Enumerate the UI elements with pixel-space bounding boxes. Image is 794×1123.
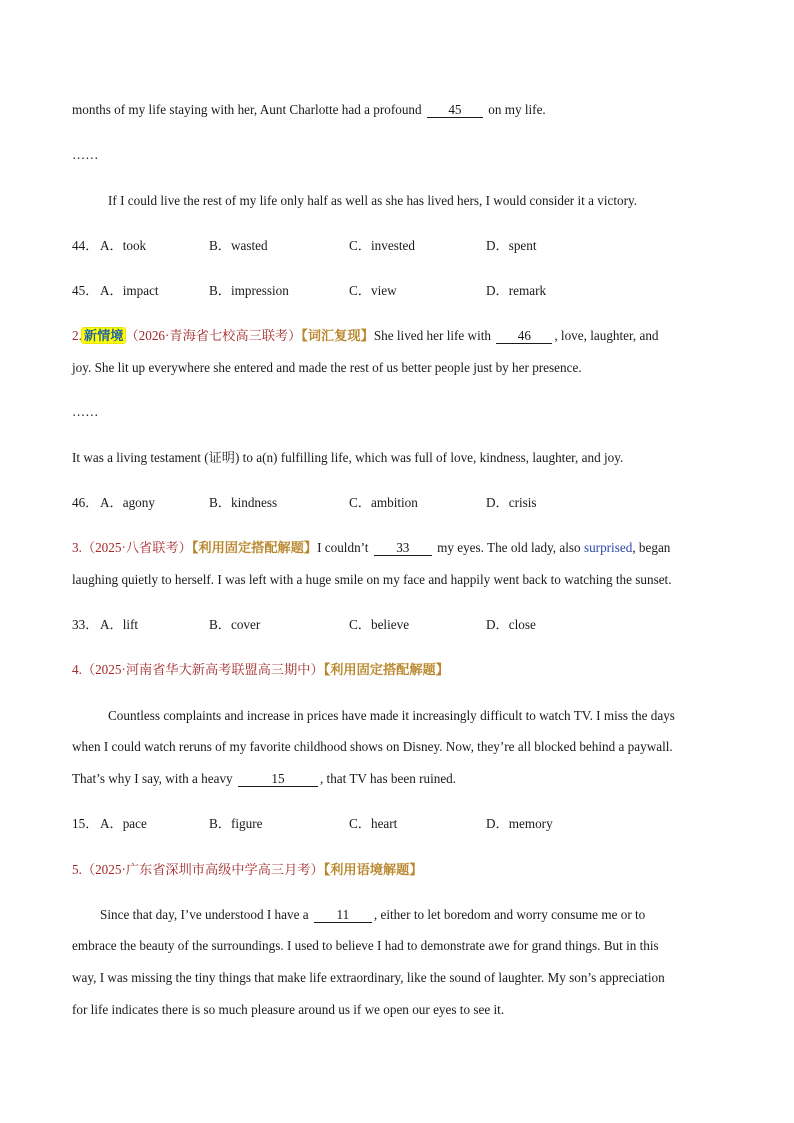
passage5-blank-line bbox=[100, 906, 645, 924]
question-33 bbox=[72, 616, 732, 634]
passage-text: , that TV has been ruined. bbox=[319, 771, 457, 786]
passage-text: She lived her life with bbox=[373, 328, 492, 343]
section3-header-line bbox=[72, 539, 670, 557]
question-44 bbox=[72, 237, 732, 255]
passage-text: I couldn’t bbox=[317, 540, 369, 555]
option-c: C．heart bbox=[349, 816, 398, 831]
question-number: 33． bbox=[72, 617, 99, 632]
section5-header-line bbox=[72, 861, 423, 879]
question-number: 15． bbox=[72, 816, 99, 831]
source-label: （2025·八省联考） bbox=[81, 540, 192, 555]
passage-text: , either to let boredom and worry consume me or to bbox=[373, 907, 646, 922]
passage-text: way, I was missing the tiny things that make life extraordinary, like the sound of laughter. My son’s appreciation bbox=[72, 970, 665, 985]
highlighted-word: surprised bbox=[583, 540, 633, 555]
passage-text: for life indicates there is so much pleasure around us if we open our eyes to see it. bbox=[72, 1002, 505, 1017]
method-label: 【利用固定搭配解题】 bbox=[323, 662, 449, 677]
option-a: A．impact bbox=[100, 283, 159, 298]
passage-text: on my life. bbox=[488, 102, 546, 117]
option-c: C．believe bbox=[349, 617, 410, 632]
option-d: D．remark bbox=[486, 283, 547, 298]
section-number: 3. bbox=[72, 540, 82, 555]
option-b: B．cover bbox=[209, 617, 261, 632]
new-context-tag: 新情境 bbox=[83, 328, 124, 343]
source-label: （2026·青海省七校高三联考） bbox=[125, 328, 302, 343]
option-b: B．kindness bbox=[209, 495, 278, 510]
option-d: D．close bbox=[486, 617, 536, 632]
answer-blank: 33 bbox=[374, 540, 432, 556]
section-number: 2. bbox=[72, 328, 82, 343]
question-45 bbox=[72, 282, 732, 300]
answer-blank: 11 bbox=[314, 907, 372, 923]
question-number: 46． bbox=[72, 495, 99, 510]
answer-blank: 46 bbox=[496, 328, 552, 344]
source-label: （2025·广东省深圳市高级中学高三月考） bbox=[81, 862, 324, 877]
option-c: C．invested bbox=[349, 238, 415, 253]
question-number: 45． bbox=[72, 283, 99, 298]
option-a: A．pace bbox=[100, 816, 147, 831]
option-c: C．view bbox=[349, 283, 397, 298]
section-number: 4. bbox=[72, 662, 82, 677]
option-b: B．figure bbox=[209, 816, 263, 831]
passage-text: joy. She lit up everywhere she entered and made the rest of us better people just by her presence. bbox=[72, 360, 582, 375]
option-a: A．agony bbox=[100, 495, 155, 510]
question-number: 44． bbox=[72, 238, 99, 253]
section-number: 5. bbox=[72, 862, 82, 877]
passage-text: , love, laughter, and bbox=[554, 328, 659, 343]
option-d: D．spent bbox=[486, 238, 537, 253]
question-15 bbox=[72, 815, 732, 833]
passage1-line bbox=[72, 101, 546, 119]
option-b: B．wasted bbox=[209, 238, 268, 253]
passage-text: It was a living testament (证明) to a(n) fulfilling life, which was full of love, kindness, laughter, and joy. bbox=[72, 450, 624, 465]
option-a: A．took bbox=[100, 238, 147, 253]
answer-blank: 45 bbox=[427, 102, 483, 118]
method-label: 【利用固定搭配解题】 bbox=[191, 540, 318, 555]
option-d: D．memory bbox=[486, 816, 553, 831]
passage-text: my eyes. The old lady, also bbox=[437, 540, 581, 555]
passage-text: embrace the beauty of the surroundings. I used to believe I had to demonstrate awe for grand things. But in this bbox=[72, 938, 659, 953]
passage1-conclusion: If I could live the rest of my life only half as well as she has lived hers, I would consider it a victory. bbox=[108, 193, 638, 208]
option-c: C．ambition bbox=[349, 495, 418, 510]
passage-text: laughing quietly to herself. I was left with a huge smile on my face and happily went back to watching the sunset. bbox=[72, 572, 672, 587]
source-label: （2025·河南省华大新高考联盟高三期中） bbox=[81, 662, 324, 677]
passage-text: , began bbox=[632, 540, 671, 555]
option-a: A．lift bbox=[100, 617, 139, 632]
option-d: D．crisis bbox=[486, 495, 537, 510]
passage4-blank-line bbox=[72, 770, 456, 788]
passage-text: Since that day, I’ve understood I have a bbox=[100, 907, 309, 922]
passage-text: Countless complaints and increase in prices have made it increasingly difficult to watch TV. I miss the days bbox=[108, 708, 675, 723]
passage-text: That’s why I say, with a heavy bbox=[72, 771, 233, 786]
ellipsis: …… bbox=[72, 404, 99, 419]
method-label: 【词汇复现】 bbox=[301, 328, 374, 343]
passage-text: when I could watch reruns of my favorite childhood shows on Disney. Now, they’re all blocked behind a paywall. bbox=[72, 739, 673, 754]
question-46 bbox=[72, 494, 732, 512]
option-b: B．impression bbox=[209, 283, 289, 298]
section4-header-line bbox=[72, 661, 449, 679]
section2-header-line bbox=[72, 327, 659, 345]
method-label: 【利用语境解题】 bbox=[323, 862, 423, 877]
passage-text: months of my life staying with her, Aunt Charlotte had a profound bbox=[72, 102, 422, 117]
answer-blank: 15 bbox=[238, 771, 318, 787]
ellipsis: …… bbox=[72, 147, 99, 162]
